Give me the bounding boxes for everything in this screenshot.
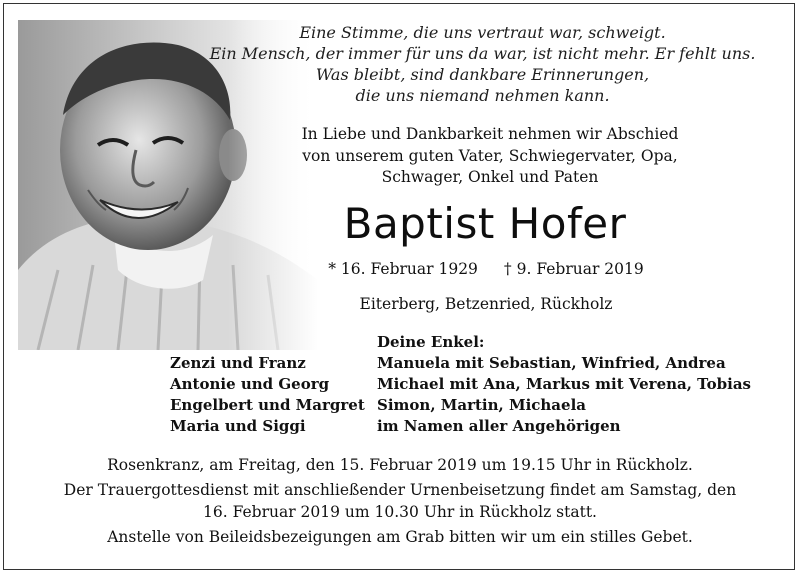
places: Eiterberg, Betzenried, Rückholz xyxy=(359,295,613,313)
family-member: Maria und Siggi xyxy=(170,417,306,435)
intro-line: Schwager, Onkel und Paten xyxy=(381,168,599,186)
poem xyxy=(200,22,765,106)
family-member: Zenzi und Franz xyxy=(170,354,306,372)
request-line: Anstelle von Beileidsbezeigungen am Grab bitten wir um ein stilles Gebet. xyxy=(107,528,693,546)
deceased-name: Baptist Hofer xyxy=(343,199,627,248)
family-member: Michael mit Ana, Markus mit Verena, Tobias xyxy=(377,375,751,393)
intro-line: von unserem guten Vater, Schwiegervater, Opa, xyxy=(302,146,678,165)
family-children xyxy=(170,353,365,437)
service-line: 16. Februar 2019 um 10.30 Uhr in Rückholz statt. xyxy=(203,503,597,521)
family-member: Engelbert und Margret xyxy=(170,396,365,414)
death-date: † 9. Februar 2019 xyxy=(503,260,644,278)
family-member: Antonie und Georg xyxy=(170,375,330,393)
farewell-intro xyxy=(240,124,740,189)
family-member: im Namen aller Angehörigen xyxy=(377,417,621,435)
rosary-line: Rosenkranz, am Freitag, den 15. Februar 2019 um 19.15 Uhr in Rückholz. xyxy=(107,456,693,474)
service-line: Der Trauergottesdienst mit anschließender Urnenbeisetzung findet am Samstag, den xyxy=(63,481,737,499)
birth-date: * 16. Februar 1929 xyxy=(328,260,478,278)
service-info xyxy=(30,454,770,548)
grandchildren-heading: Deine Enkel: xyxy=(377,333,485,351)
poem-line: die uns niemand nehmen kann. xyxy=(355,86,610,105)
family-member: Manuela mit Sebastian, Winfried, Andrea xyxy=(377,354,726,372)
family-member: Simon, Martin, Michaela xyxy=(377,396,586,414)
family-grandchildren xyxy=(377,332,751,437)
poem-line: Ein Mensch, der immer für uns da war, ist nicht mehr. Er fehlt uns. xyxy=(209,44,756,63)
intro-line: In Liebe und Dankbarkeit nehmen wir Abschied xyxy=(301,125,679,143)
poem-line: Was bleibt, sind dankbare Erinnerungen, xyxy=(315,65,650,84)
life-dates xyxy=(296,258,676,280)
poem-line: Eine Stimme, die uns vertraut war, schweigt. xyxy=(299,23,666,42)
